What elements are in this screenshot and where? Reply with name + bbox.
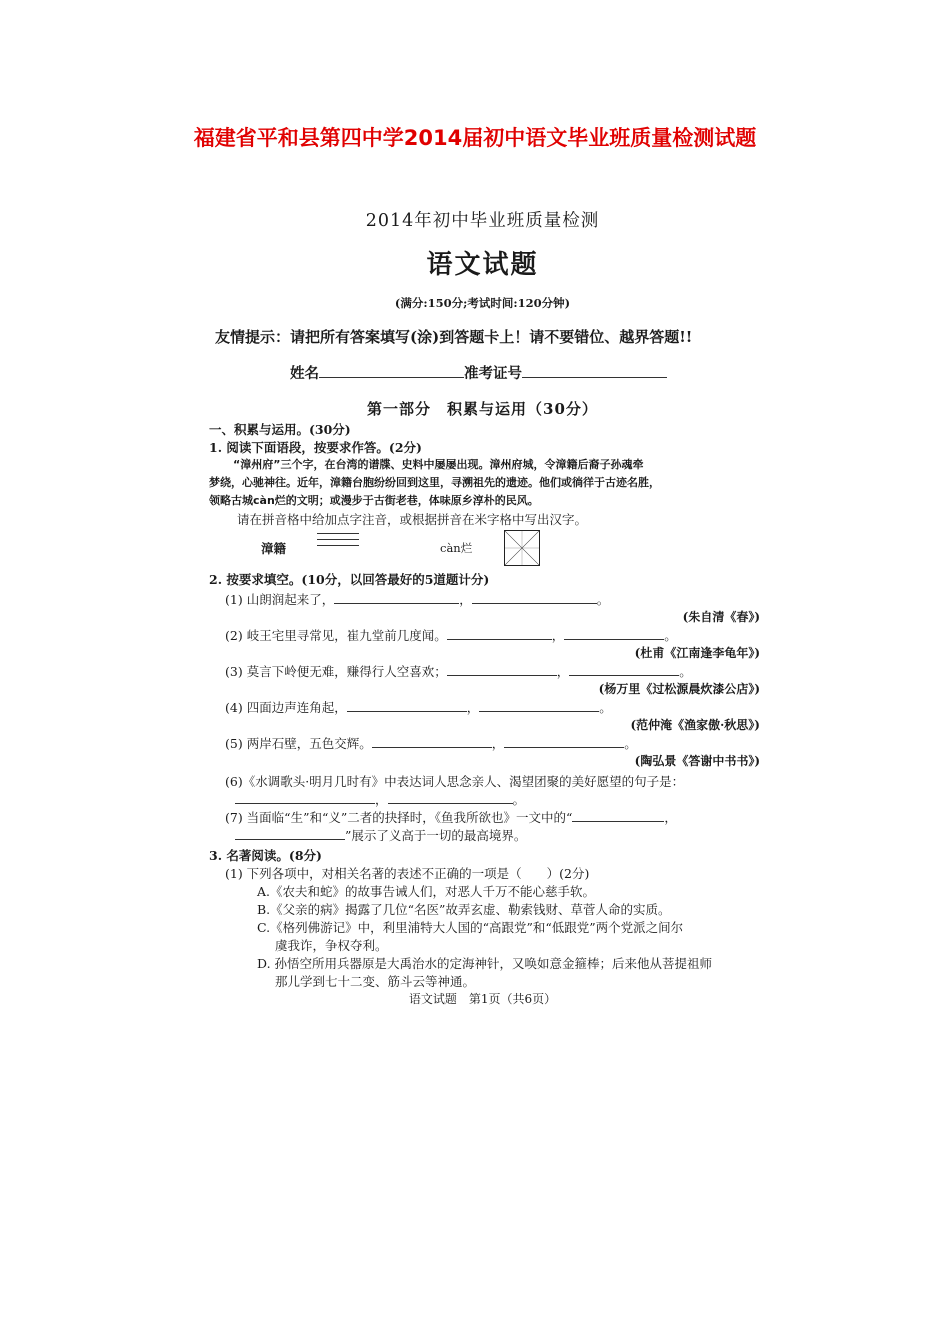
q1-instruction: 请在拼音格中给加点字注音，或根据拼音在米字格中写出汉字。 [237,512,588,527]
q2-source: (陶弘景《答谢中书书》) [634,754,760,768]
answer-blank [572,809,664,822]
name-blank [319,365,464,378]
q3-sub1: (1) 下列各项中，对相关名著的表述不正确的一项是（ ）(2分) [225,866,590,881]
q1-passage-line: “漳州府”三个字，在台湾的谱牒、史料中屡屡出现。漳州府城，令漳籍后裔子孙魂牵 [233,458,644,471]
exam-meta: (满分:150分;考试时间:120分钟) [394,296,571,310]
q2-item7-text: (7) 当面临“生”和“义”二者的抉择时，《鱼我所欲也》一文中的“ [225,810,573,825]
answer-blank [504,735,624,748]
q1-word2: càn烂 [440,541,473,555]
q2-item-end: 。 [624,736,637,751]
q2-item: (2) 岐王宅里寻常见，崔九堂前几度闻。 ， 。 [225,628,677,643]
q3-option-d: D. 孙悟空所用兵器原是大禹治水的定海神针，又唤如意金箍棒；后来他从菩提祖师 [257,956,713,971]
q2-item: (1) 山朗润起来了， ， 。 [225,592,610,607]
answer-blank [235,791,375,804]
section-title: 一、积累与运用。(30分) [209,422,351,437]
q1-title: 1. 阅读下面语段，按要求作答。(2分) [209,440,422,455]
q2-item-text: 两岸石壁，五色交辉。 [246,736,372,751]
q2-source: (杨万里《过松源晨炊漆公店》) [598,682,760,696]
q2-item-text: 四面边声连角起， [246,700,347,715]
answer-blank [447,627,552,640]
exam-year-title: 2014年初中毕业班质量检测 [365,211,600,231]
q2-item-num: (3) [225,664,243,679]
id-blank [522,365,667,378]
answer-blank [347,699,467,712]
q2-item6: (6)《水调歌头·明月几时有》中表达词人思念亲人、渴望团聚的美好愿望的句子是： [225,774,685,789]
q2-item-num: (1) [225,592,243,607]
answer-blank [372,735,492,748]
answer-blank [388,791,513,804]
q2-item-text: 莫言下岭便无难，赚得行人空喜欢； [246,664,447,679]
id-label: 准考证号 [464,365,522,382]
q2-item-num: (2) [225,628,243,643]
answer-blank [479,699,599,712]
answer-blank [564,627,664,640]
q2-item-num: (5) [225,736,243,751]
answer-blank [334,591,459,604]
q2-item-end: 。 [664,628,677,643]
q3-option-c: C.《格列佛游记》中，利里浦特大人国的“高跟党”和“低跟党”两个党派之间尔 [257,920,684,935]
q2-item: (5) 两岸石壁，五色交辉。 ， 。 [225,736,637,751]
q3-option-b: B.《父亲的病》揭露了几位“名医”故弄玄虚、勒索钱财、草菅人命的实质。 [257,902,671,917]
answer-blank [447,663,557,676]
q2-item-text: 山朗润起来了， [246,592,335,607]
id-line [290,363,667,384]
answer-blank [472,591,597,604]
q2-item7: (7) 当面临“生”和“义”二者的抉择时，《鱼我所欲也》一文中的“ ， [225,810,677,825]
part-title: 第一部分 积累与运用（30分） [367,400,598,418]
name-label: 姓名 [290,365,319,382]
subject-title: 语文试题 [426,250,539,280]
document-title: 福建省平和县第四中学2014届初中语文毕业班质量检测试题 [193,126,757,150]
answer-blank [235,827,345,840]
q2-title: 2. 按要求填空。(10分，以回答最好的5道题计分) [209,572,490,587]
q1-passage-line: 领略古城càn烂的文明；或漫步于古街老巷，体味原乡淳朴的民风。 [209,494,539,507]
q2-item-end: 。 [596,592,610,607]
pinyin-grid [317,533,359,557]
q3-title: 3. 名著阅读。(8分) [209,848,322,863]
q2-item6-answer: ， 。 [235,791,525,809]
q2-item: (3) 莫言下岭便无难，赚得行人空喜欢； ， 。 [225,664,692,679]
q2-source: (范仲淹《渔家傲·秋思》) [630,718,760,732]
q2-source: (朱自清《春》) [682,610,760,624]
q2-item-end: 。 [599,700,612,715]
q1-word1: 漳籍 [261,541,287,556]
page-footer: 语文试题 第1页（共6页） [408,992,557,1006]
q3-option-d-cont: 那儿学到七十二变、筋斗云等神通。 [275,974,476,989]
friendly-tip: 友情提示：请把所有答案填写(涂)到答题卡上！请不要错位、越界答题!! [215,328,693,346]
q2-item7-end: ”展示了义高于一切的最高境界。 [345,828,527,843]
q2-item-end: 。 [679,664,692,679]
scanned-exam-page [195,195,770,1025]
mi-character-grid [504,530,540,566]
q2-item-num: (4) [225,700,243,715]
q2-source: (杜甫《江南逢李龟年》) [634,646,760,660]
q2-item: (4) 四面边声连角起， ， 。 [225,700,612,715]
q2-item-text: 岐王宅里寻常见，崔九堂前几度闻。 [246,628,447,643]
q3-option-a: A.《农夫和蛇》的故事告诫人们，对恶人千万不能心慈手软。 [257,884,596,899]
q1-passage-line: 梦绕，心驰神往。近年，漳籍台胞纷纷回到这里，寻溯祖先的遗迹。他们或徜徉于古迹名胜， [209,476,660,489]
answer-blank [569,663,679,676]
q3-option-c-cont: 虞我诈，争权夺利。 [275,938,388,953]
q2-item7-cont [235,827,526,845]
